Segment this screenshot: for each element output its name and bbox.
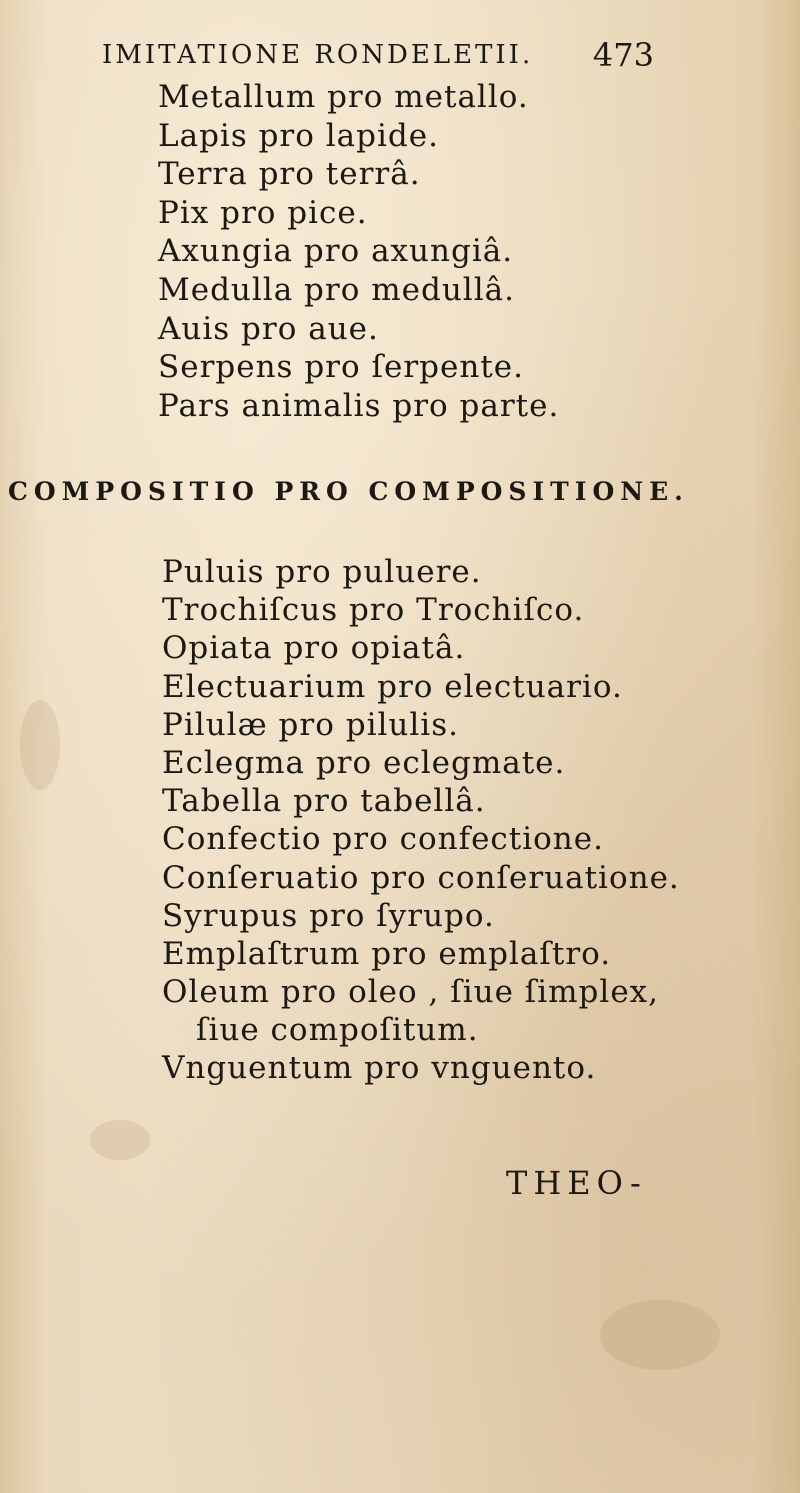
catchword: THEO- <box>506 1164 647 1202</box>
list-item: Auis pro aue. <box>158 310 379 347</box>
list-item: Electuarium pro electuario. <box>162 668 623 705</box>
list-item: Pilulæ pro pilulis. <box>162 706 459 743</box>
simple-substances-list <box>158 78 559 425</box>
list-item: Puluis pro puluere. <box>162 554 482 590</box>
list-item: Syrupus pro ſyrupo. <box>162 897 495 934</box>
list-item: Terra pro terrâ. <box>158 156 421 193</box>
paper-stain <box>20 700 60 790</box>
list-item: Opiata pro opiatâ. <box>162 630 466 667</box>
list-item: Medulla pro medullâ. <box>158 271 515 308</box>
list-item: Axungia pro axungiâ. <box>158 233 514 270</box>
list-item: Vnguentum pro vnguento. <box>162 1050 597 1087</box>
page-header <box>102 36 662 80</box>
paper-stain <box>90 1120 150 1160</box>
list-item: Pars animalis pro parte. <box>158 387 560 424</box>
list-item: Tabella pro tabellâ. <box>162 783 486 820</box>
list-item: Metallum pro metallo. <box>158 79 529 115</box>
paper-stain <box>600 1300 720 1370</box>
list-item: Emplaſtrum pro emplaſtro. <box>162 935 612 972</box>
list-item: Trochiſcus pro Trochiſco. <box>162 592 585 629</box>
list-item: Pix pro pice. <box>158 194 368 231</box>
running-head: IMITATIONE RONDELETII. <box>102 40 534 70</box>
list-item-continuation: ſiue compoſitum. <box>196 1012 479 1049</box>
list-item: Conſeruatio pro conſeruatione. <box>162 859 680 896</box>
list-item: Lapis pro lapide. <box>158 117 439 154</box>
compositions-list <box>162 553 680 1088</box>
list-item: Confectio pro confectione. <box>162 821 604 858</box>
list-item: Eclegma pro eclegmate. <box>162 744 566 781</box>
list-item: Oleum pro oleo , ſiue ſimplex, <box>162 974 659 1011</box>
list-item: Serpens pro ſerpente. <box>158 349 524 386</box>
page-number: 473 <box>592 36 654 74</box>
section-heading: COMPOSITIO PRO COMPOSITIONE. <box>8 477 689 506</box>
